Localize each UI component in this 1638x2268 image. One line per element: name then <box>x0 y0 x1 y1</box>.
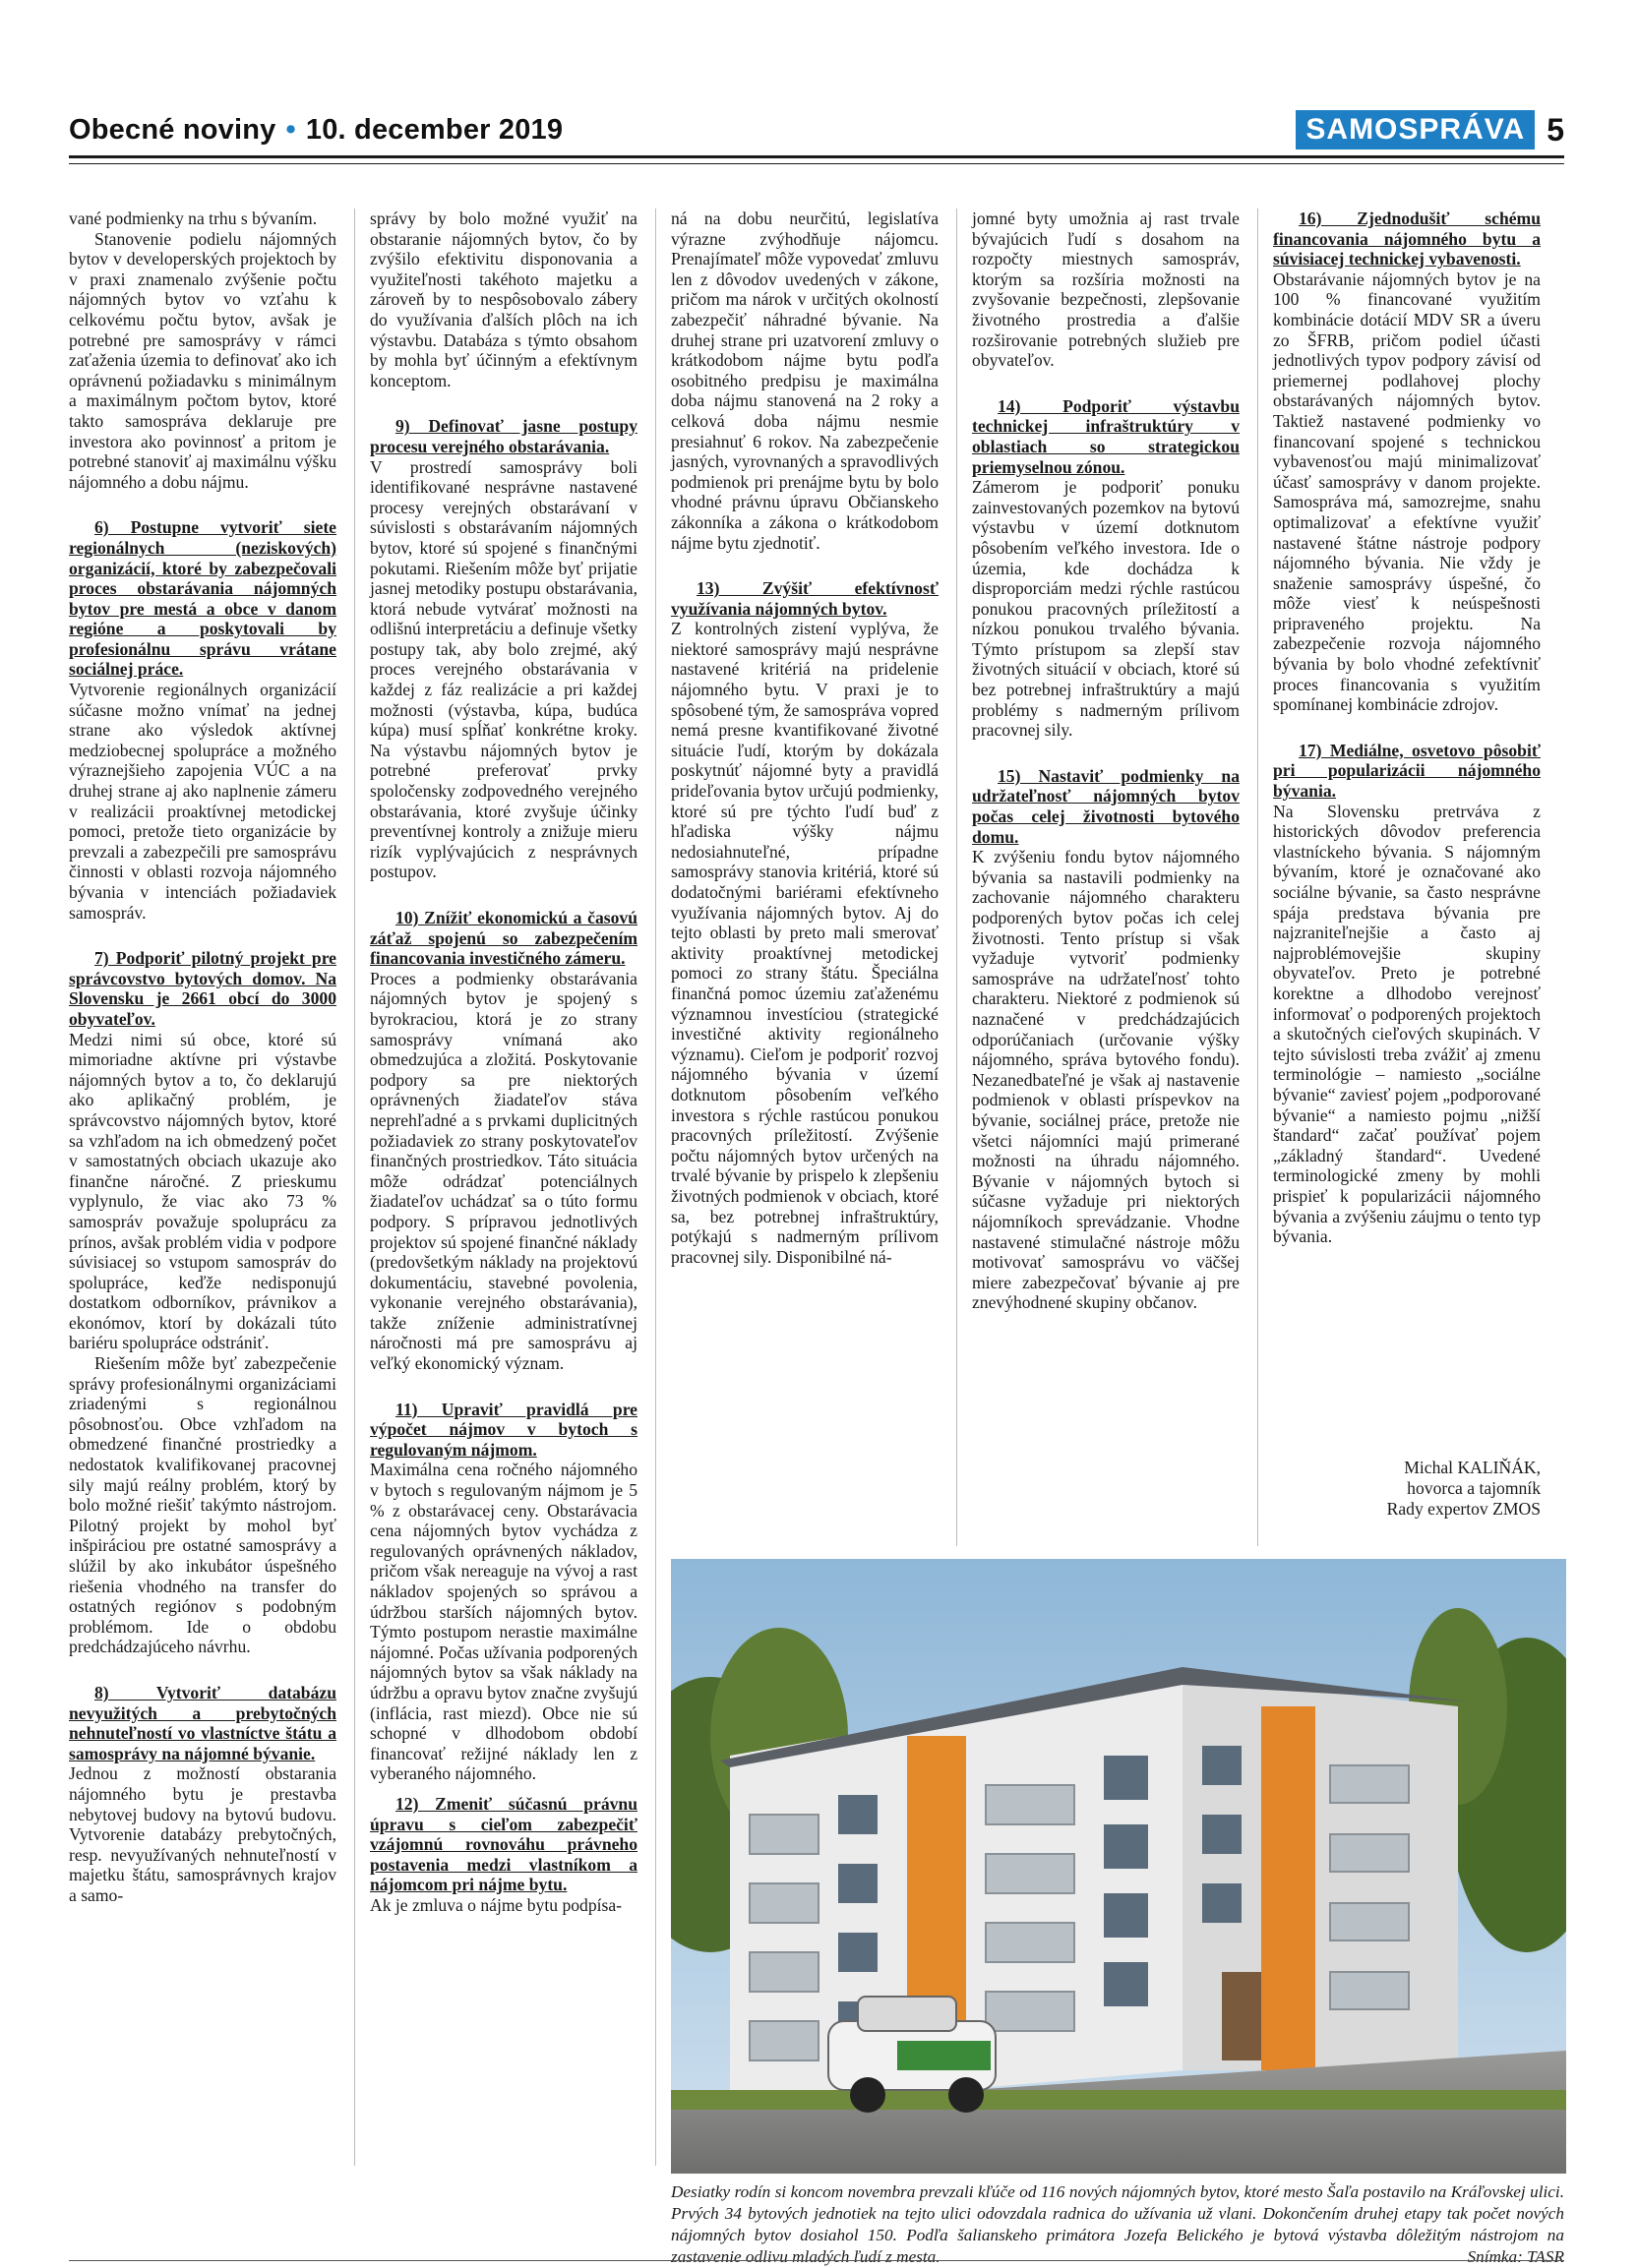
author-role: hovorca a tajomník <box>1407 1478 1541 1498</box>
column-divider <box>655 209 656 2166</box>
footer-rule <box>69 2260 1564 2261</box>
paragraph: Maximálna cena ročného nájomného v bytoch s regulovaným nájmom je 5 % z obstarávacej ceny. Obstarávacia cena nájomných bytov vychádza z regulovaných oprávnených nákladov, pričom však nereaguje na vývoj a rast nákladov spojených so správou a údržbou starších nájomných bytov. Týmto postupom nerastie maximálne nájomné. Počas užívania podporených nájomných bytov sa však náklady na údržbu a opravu bytov značne zvyšujú (inflácia, rast miezd). Obce nie sú schopné v dlhodobom období financovať režijné náklady len z vyberaného nájomného. <box>370 1460 637 1784</box>
section-badge: SAMOSPRÁVA <box>1296 110 1535 149</box>
article-column-3 <box>671 209 939 1267</box>
author-signature <box>1273 1458 1541 1520</box>
separator-dot: • <box>285 114 296 146</box>
page-number: 5 <box>1547 111 1564 148</box>
paragraph: správy by bolo možné využiť na obstaranie nájomných bytov, čo by zvýšilo efektivitu disponovania a využiteľnosti takéhoto majetku a zároveň by to nespôsobovalo zábery do využívania ďalších plôch na ich výstavbu. Databáza s týmto obsahom by mohla byť účinným a efektívnym konceptom. <box>370 209 637 390</box>
recommendation-heading-6: 6) Postupne vytvoriť siete regionálnych (neziskových) organizácií, ktoré by zabezpečovali proces obstarávania nájomných bytov pre mestá a obce v danom regióne a poskytovali by profesionálnu správu vrátane sociálnej práce. <box>69 517 336 680</box>
recommendation-heading-15: 15) Nastaviť podmienky na udržateľnosť nájomných bytov počas celej životnosti bytového domu. <box>972 765 1240 847</box>
section-label <box>1296 110 1564 149</box>
recommendation-heading-9: 9) Definovať jasne postupy procesu verejného obstarávania. <box>370 416 637 456</box>
photo-credit: Snímka: TASR <box>1467 2247 1564 2266</box>
article-column-1 <box>69 209 336 1906</box>
article-column-5 <box>1273 209 1541 1247</box>
author-organization: Rady expertov ZMOS <box>1386 1499 1541 1519</box>
paragraph: Medzi nimi sú obce, ktoré sú mimoriadne aktívne pri výstavbe nájomných bytov a to, čo deklarujú ako aplikačný problém, je správcovstvo nájomných bytov, ktoré sa vzhľadom na ich obmedzený počet v samostatných obciach ukazuje ako finančne náročné. Z prieskumu vyplynulo, že viac ako 73 % samospráv považuje spoluprácu za prínos, avšak problém vidia v podpore súvisiacej so vstupom samospráv do spolupráce, keďže nedisponujú dostatkom odborníkov, právnikov a ekonómov, ktorí by dokázali túto bariéru spolupráce odstrániť. <box>69 1029 336 1353</box>
paragraph: Ak je zmluva o nájme bytu podpísa- <box>370 1894 623 1915</box>
paragraph: Obstarávanie nájomných bytov je na 100 % financované využitím kombinácie dotácií MDV SR a úveru zo ŠFRB, pričom podiel účasti jednotlivých typov podpory závisí od priemernej podlahovej plochy obstarávaných nájomných bytov. Taktiež nastavené podmienky vo financovaní spojené s technickou vybavenosťou majú minimalizovať účasť samosprávy v danom projekte. Samospráva má, samozrejme, snahu optimalizovať a efektívne využiť nastavené štátne nástroje podpory nájomného bývania. Nie vždy je snaženie samosprávy úspešné, čo môže viesť k neúspešnosti pripraveného projektu. Na zabezpečenie rozvoja nájomného bývania by bolo vhodné zefektívniť proces financovania s využitím spomínanej kombinácie zdrojov. <box>1273 269 1541 715</box>
paragraph: V prostredí samosprávy boli identifikované nesprávne nastavené procesy verejných obstarávaní v súvislosti s obstarávaním nájomných bytov, ktoré sú spojené s finančnými pokutami. Riešením môže byť prijatie jasnej metodiky postupu obstarávania, ktorá nebude vytvárať možnosti na odlišnú interpretáciu a definuje všetky postupy tak, aby bolo zrejmé, aký proces verejného obstarávania v každej z fáz realizácie a pri každej možnosti (výstavba, kúpa, budúca kúpa) musí spĺňať konkrétne kroky. Na výstavbu nájomných bytov je potrebné preferovať prvky spoločensky zodpovedného verejného obstarávania, ktoré zvyšuje účinky preventívnej kontroly a znižuje mieru rizík vyplývajúcich z nesprávnych postupov. <box>370 456 637 882</box>
header-rule-thin <box>69 163 1564 164</box>
paragraph: Proces a podmienky obstarávania nájomných bytov je spojený s byrokraciou, ktorá je zo strany samosprávy vnímaná ako obmedzujúca a zložitá. Poskytovanie podpory sa pre niektorých oprávnených žiadateľov stáva neprehľadné a s prvkami duplicitných požiadaviek zo strany poskytovateľov finančných prostriedkov. Táto situácia môže odrádzať potenciálnych žiadateľov uchádzať sa o túto formu podpory. S prípravou jednotlivých projektov sú spojené finančné náklady (predovšetkým náklady na projektovú dokumentáciu, stavebné povolenia, vykonanie verejného obstarávania), takže zníženie administratívnej náročnosti má pre samosprávu aj veľký ekonomický význam. <box>370 968 637 1374</box>
recommendation-heading-8: 8) Vytvoriť databázu nevyužitých a prebytočných nehnuteľností vo vlastníctve štátu a samosprávy na nájomné bývanie. <box>69 1682 336 1763</box>
paragraph: Z kontrolných zistení vyplýva, že niektoré samosprávy majú nesprávne nastavené kritériá na pridelenie nájomného bytu. V praxi je to spôsobené tým, že samospráva vopred nemá presne kvantifikované životné situácie ľudí, ktorým by dokázala poskytnúť nájomné byty a pravidlá prideľovania bytov určujú podmienky, ktoré sú pre týchto ľudí buď z hľadiska výšky nájmu nedosiahnuteľné, prípadne samosprávy stanovia kritériá, ktoré sú dodatočnými bariérami efektívneho využívania nájomných bytov. Aj do tejto oblasti by preto mali smerovať aktivity proaktívnej metodickej pomoci zo strany štátu. Špeciálna finančná pomoc územiu zaťaženému významnou investíciou (strategické investičné aktivity regionálneho významu). Cieľom je podporiť rozvoj nájomného bývania v území dotknutom pôsobením veľkého investora s rýchle rastúcou ponukou pracovných príležitostí. Zvýšenie počtu nájomných bytov určených na trvalé bývanie by prispelo k zlepšeniu životných podmienok v obciach, ktoré sa, bez potrebnej infraštruktúry, potýkajú s nadmerným prílivom pracovnej sily. Disponibilné ná- <box>671 619 939 1267</box>
caption-text: Desiatky rodín si koncom novembra prevzali kľúče od 116 nových nájomných bytov, ktoré mesto Šaľa postavilo na Kráľovskej ulici. Prvých 34 bytových jednotiek na tejto ulici odovzdala radnica do užívania už vlani. Dokončením druhej etapy tak počet nových nájomných bytov dosiahol 150. Podľa šalianskeho primátora Jozefa Belického je bytová výstavba dôležitým nástrojom na zastavenie odlivu mladých ľudí z mesta. <box>671 2182 1564 2266</box>
newspaper-name: Obecné noviny <box>69 114 276 146</box>
header-rule <box>69 155 1564 158</box>
author-name: Michal KALIŇÁK, <box>1404 1458 1541 1477</box>
recommendation-heading-14: 14) Podporiť výstavbu technickej infraštruktúry v oblastiach so strategickou priemyselnou zónou. <box>972 395 1240 477</box>
column-divider <box>1257 209 1258 1546</box>
photo-caption <box>671 2181 1564 2268</box>
paragraph: K zvýšeniu fondu bytov nájomného bývania sa nastavili podmienky na zachovanie nájomného charakteru podporených bytov počas ich celej životnosti. Tento prístup si však vyžaduje vytvoriť podmienky samospráve na udržateľnosť tohto charakteru. Niektoré z podmienok sú naznačené v predchádzajúcich odporúčaniach (určovanie výšky nájomného, správa bytového fondu). Nezanedbateľné je však aj nastavenie podmienok v oblasti príspevkov na bývanie, sociálnej práce, pretože nie všetci nájomníci majú primerané možnosti na úhradu nájomného. Bývanie v nájomných bytoch si súčasne vyžaduje pri niektorých nájomníkoch sprevádzanie. Vhodne nastavené stimulačné nástroje môžu motivovať samosprávu vo väčšej miere zabezpečovať bývanie aj pre znevýhodnené skupiny občanov. <box>972 847 1240 1313</box>
recommendation-heading-11: 11) Upraviť pravidlá pre výpočet nájmov v bytoch s regulovaným nájmom. <box>370 1399 637 1460</box>
recommendation-heading-10: 10) Znížiť ekonomickú a časovú záťaž spojenú so zabezpečením financovania investičného zámeru. <box>370 908 637 969</box>
recommendation-heading-16: 16) Zjednodušiť schému financovania nájomného bytu a súvisiacej technickej vybavenosti. <box>1273 209 1541 269</box>
masthead <box>69 114 563 147</box>
column-divider <box>354 209 355 2166</box>
paragraph: Riešením môže byť zabezpečenie správy profesionálnymi organizáciami zriadenými s regionálnou pôsobnosťou. Obce vzhľadom na obmedzené finančné prostriedky a nedostatok kvalifikovanej pracovnej sily majú reálny problém, ktorý by bolo možné riešiť takýmto nástrojom. Pilotný projekt by mohol byť inšpiráciou pre ostatné samosprávy a slúžil by ako inkubátor úspešného riešenia vhodného na transfer do ostatných regiónov s podobným problémom. Ide o obdobu predchádzajúceho návrhu. <box>69 1353 336 1657</box>
article-column-4 <box>972 209 1240 1313</box>
paragraph: Vytvorenie regionálnych organizácií súčasne možno vnímať na jednej strane ako výsledok aktívnej medziobecnej spolupráce a možného výraznejšieho zapojenia VÚC a na druhej strane aj ako naplnenie zámeru v realizácii proaktívnej metodickej pomoci, pretože tieto organizácie by prevzali a zabezpečili pre samosprávu činnosti v oblasti rozvoja nájomného bývania v intenciách požiadaviek samospráv. <box>69 680 336 923</box>
paragraph: vané podmienky na trhu s bývaním. <box>69 209 318 228</box>
paragraph: jomné byty umožnia aj rast trvale bývajúcich ľudí s dosahom na rozpočty miestnych samospráv, ktorým sa rozšíria možnosti na zvyšovanie bezpečnosti, zlepšovanie životného prostredia a ďalšie rozširovanie potrebných služieb pre obyvateľov. <box>972 209 1240 371</box>
paragraph: Stanovenie podielu nájomných bytov v developerských projektoch by v praxi znamenalo zvýšenie počtu nájomných bytov vo vzťahu k celkovému počtu bytov, avšak je potrebné pre samosprávy v rámci zaťaženia územia to definovať ako ich oprávnenú požiadavku s minimálnym a maximálnym počtom bytov, ktoré takto samospráva deklaruje pre investora ako povinnosť a pritom je potrebné stanoviť aj maximálnu výšku nájomného a dobu nájmu. <box>69 228 336 492</box>
paragraph: Zámerom je podporiť ponuku zainvestovaných pozemkov na bytovú výstavbu v území dotknutom pôsobením veľkého investora. Ide o územia, kde dochádza k disproporciám medzi rýchle rastúcou ponukou pracovných príležitostí a nízkou ponukou trvalého bývania. Týmto prístupom sa zlepší stav životných situácií v obciach, ktoré sú bez potrebnej infraštruktúry a majú problémy s nadmerným prílivom pracovnej sily. <box>972 477 1240 741</box>
recommendation-heading-13: 13) Zvýšiť efektívnosť využívania nájomných bytov. <box>671 578 939 619</box>
page-header <box>69 110 1564 149</box>
recommendation-heading-17: 17) Mediálne, osvetovo pôsobiť pri popularizácii nájomného bývania. <box>1273 740 1541 802</box>
recommendation-heading-12: 12) Zmeniť súčasnú právnu úpravu s cieľom zabezpečiť vzájomnú rovnováhu právneho postavenia medzi vlastníkom a nájomcom pri nájme bytu. <box>370 1793 637 1895</box>
paragraph: Jednou z možností obstarania nájomného bytu je prestavba nebytovej budovy na bytovú budovu. Vytvorenie databázy prebytočných, resp. nevyužívaných nehnuteľností v majetku štátu, samosprávnych krajov a samo- <box>69 1763 336 1905</box>
article-column-2 <box>370 209 637 1916</box>
column-divider <box>956 209 957 1546</box>
photo-illustration <box>671 1559 1566 2174</box>
apartment-building-photo <box>671 1559 1566 2174</box>
issue-date: 10. december 2019 <box>305 114 564 146</box>
paragraph: ná na dobu neurčitú, legislatíva výrazne zvýhodňuje nájomcu. Prenajímateľ môže vypovedať zmluvu len z dôvodov uvedených v zákone, pričom ma nárok v určitých okolností zabezpečiť náhradné bývanie. Na druhej strane pri uzatvorení zmluvy o krátkodobom nájme bytu podľa osobitného predpisu je maximálna doba nájmu stanovená na 2 roky a celková doba nájmu nesmie presiahnuť 6 rokov. Na zabezpečenie jasných, vyrovnaných a spravodlivých podmienok pri prenájme bytu by bolo vhodné právnu úpravu Občianskeho zákonníka a zákona o krátkodobom nájme bytu zjednotiť. <box>671 209 939 553</box>
paragraph: Na Slovensku pretrváva z historických dôvodov preferencia vlastníckeho bývania. S nájomným bývaním, ktoré je označované ako sociálne bývanie, sa často nesprávne spája predstava bývania pre najzraniteľnejšie a často aj najproblémovejšie skupiny obyvateľov. Preto je potrebné korektne a dlhodobo verejnosť informovať o podporených projektoch a skutočných cieľových skupinách. V tejto súvislosti treba zvážiť aj zmenu terminológie – namiesto „sociálne bývanie“ zaviesť pojem „podporované bývanie“ a namiesto pojmu „nižší štandard“ začať používať pojem „základný štandard“. Uvedené terminologické zmeny by mohli prispieť k popularizácii nájomného bývania a zvýšeniu záujmu o tento typ bývania. <box>1273 801 1541 1247</box>
recommendation-heading-7: 7) Podporiť pilotný projekt pre správcovstvo bytových domov. Na Slovensku je 2661 obcí do 3000 obyvateľov. <box>69 948 336 1029</box>
